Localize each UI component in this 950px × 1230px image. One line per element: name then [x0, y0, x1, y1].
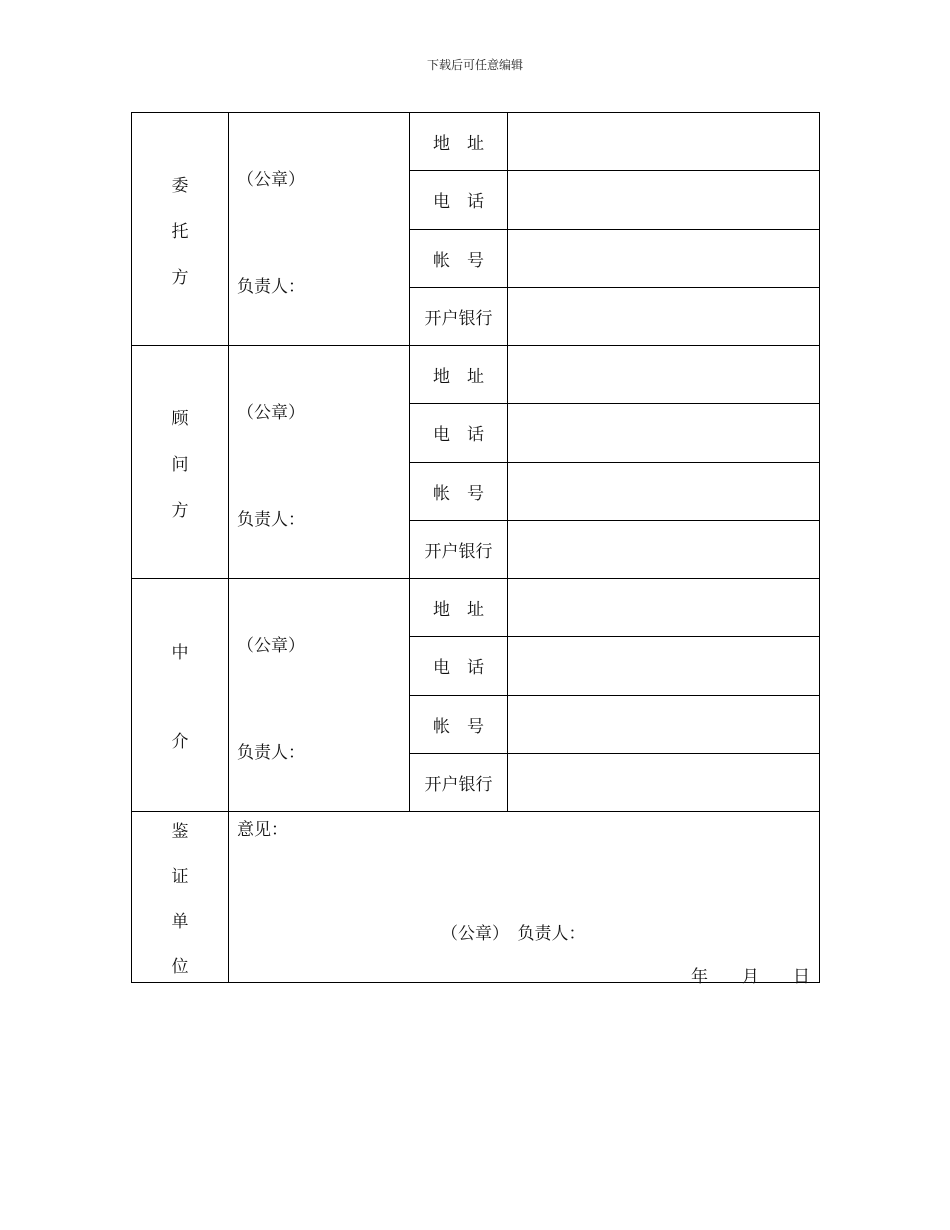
- party-name-char: 委: [171, 175, 189, 196]
- address-field[interactable]: [508, 579, 820, 637]
- opinion-label: 意见：: [237, 820, 288, 840]
- address-label: 地 址: [410, 346, 508, 404]
- party-name-char: 方: [171, 267, 189, 288]
- party-name-cell: [132, 579, 229, 812]
- phone-field[interactable]: [508, 171, 820, 229]
- header-watermark: 下载后可任意编辑: [426, 58, 523, 72]
- bank-field[interactable]: [508, 753, 820, 811]
- party-name-cell: [132, 113, 229, 346]
- seal-label: （公章）: [237, 403, 305, 423]
- account-field[interactable]: [508, 462, 820, 520]
- party-name-char: 介: [171, 732, 189, 752]
- verification-name-char: 位: [171, 957, 189, 977]
- party-name-char: 托: [171, 221, 189, 242]
- verification-date-line: 年 月 日: [691, 967, 810, 987]
- responsible-person-label: 负责人：: [237, 510, 305, 530]
- seal-cell: [229, 346, 410, 579]
- party-name-vertical: [172, 404, 189, 521]
- verification-name-cell: [132, 812, 229, 983]
- address-label: 地 址: [410, 579, 508, 637]
- verification-seal-line: （公章） 负责人：: [441, 924, 586, 944]
- responsible-person-label: 负责人：: [237, 743, 305, 763]
- account-label: 帐 号: [410, 229, 508, 287]
- party-name-cell: [132, 346, 229, 579]
- verification-row: [132, 812, 820, 983]
- seal-label: （公章）: [237, 636, 305, 656]
- bank-field[interactable]: [508, 287, 820, 345]
- address-field[interactable]: [508, 113, 820, 171]
- account-label: 帐 号: [410, 462, 508, 520]
- account-label: 帐 号: [410, 695, 508, 753]
- account-field[interactable]: [508, 229, 820, 287]
- party-row: [132, 113, 820, 171]
- contract-signature-table: [131, 112, 820, 987]
- bank-label: 开户银行: [410, 753, 508, 811]
- verification-name-char: 单: [171, 912, 189, 932]
- bank-field[interactable]: [508, 520, 820, 578]
- party-name-vertical: [172, 638, 189, 752]
- bank-label: 开户银行: [410, 287, 508, 345]
- account-field[interactable]: [508, 695, 820, 753]
- verification-name-vertical: [172, 817, 189, 977]
- phone-label: 电 话: [410, 171, 508, 229]
- party-name-char: 方: [171, 500, 189, 521]
- phone-label: 电 话: [410, 637, 508, 695]
- seal-cell: [229, 579, 410, 812]
- bank-label: 开户银行: [410, 520, 508, 578]
- seal-cell: [229, 113, 410, 346]
- address-label: 地 址: [410, 113, 508, 171]
- phone-field[interactable]: [508, 404, 820, 462]
- address-field[interactable]: [508, 346, 820, 404]
- party-row: [132, 579, 820, 637]
- verification-name-char: 证: [171, 867, 189, 887]
- party-name-char: 中: [171, 643, 189, 663]
- party-name-vertical: [172, 171, 189, 288]
- responsible-person-label: 负责人：: [237, 277, 305, 297]
- party-name-char: 问: [171, 454, 189, 475]
- party-row: [132, 346, 820, 404]
- verification-content-cell[interactable]: [229, 812, 820, 987]
- seal-label: （公章）: [237, 170, 305, 190]
- verification-name-char: 鉴: [171, 822, 189, 842]
- contract-signature-table-wrapper: [131, 112, 820, 987]
- phone-field[interactable]: [508, 637, 820, 695]
- party-name-char: 顾: [171, 408, 189, 429]
- phone-label: 电 话: [410, 404, 508, 462]
